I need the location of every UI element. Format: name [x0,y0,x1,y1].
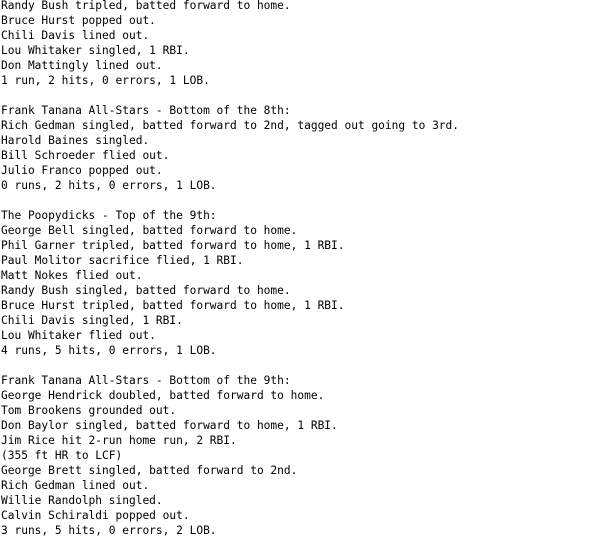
log-line: Phil Garner tripled, batted forward to home, 1 RBI. [1,239,345,252]
log-line: 3 runs, 5 hits, 0 errors, 2 LOB. [1,524,217,537]
blank-line [1,193,609,208]
log-line: 4 runs, 5 hits, 0 errors, 1 LOB. [1,344,217,357]
log-line: Rich Gedman singled, batted forward to 2nd, tagged out going to 3rd. [1,119,460,132]
blank-line [1,358,609,373]
log-line: George Hendrick doubled, batted forward to home. [1,389,325,402]
log-line: George Bell singled, batted forward to home. [1,224,298,237]
log-line: 1 run, 2 hits, 0 errors, 1 LOB. [1,74,210,87]
blank-line [1,88,609,103]
log-line: Rich Gedman lined out. [1,479,150,492]
log-line: Don Mattingly lined out. [1,59,163,72]
log-line: Matt Nokes flied out. [1,269,143,282]
log-line: Bill Schroeder flied out. [1,149,170,162]
log-line: Harold Baines singled. [1,134,150,147]
log-line: Chili Davis lined out. [1,29,150,42]
log-line: Julio Franco popped out. [1,164,163,177]
log-line: Bruce Hurst popped out. [1,14,156,27]
log-line: Lou Whitaker flied out. [1,329,156,342]
log-line: Lou Whitaker singled, 1 RBI. [1,44,190,57]
log-line: Chili Davis singled, 1 RBI. [1,314,183,327]
log-line: Jim Rice hit 2-run home run, 2 RBI. [1,434,237,447]
log-line: The Poopydicks - Top of the 9th: [1,209,217,222]
log-line: Randy Bush tripled, batted forward to home. [1,0,291,12]
play-by-play-log [1,0,609,538]
log-line: Frank Tanana All-Stars - Bottom of the 9th: [1,374,291,387]
log-line: George Brett singled, batted forward to 2nd. [1,464,298,477]
log-line: Tom Brookens grounded out. [1,404,177,417]
log-line: Willie Randolph singled. [1,494,163,507]
log-line: 0 runs, 2 hits, 0 errors, 1 LOB. [1,179,217,192]
log-line: Don Baylor singled, batted forward to home, 1 RBI. [1,419,338,432]
log-line: Paul Molitor sacrifice flied, 1 RBI. [1,254,244,267]
log-line: Randy Bush singled, batted forward to home. [1,284,291,297]
log-line: Bruce Hurst tripled, batted forward to home, 1 RBI. [1,299,345,312]
log-line: Calvin Schiraldi popped out. [1,509,190,522]
log-line: Frank Tanana All-Stars - Bottom of the 8th: [1,104,291,117]
log-line: (355 ft HR to LCF) [1,449,123,462]
